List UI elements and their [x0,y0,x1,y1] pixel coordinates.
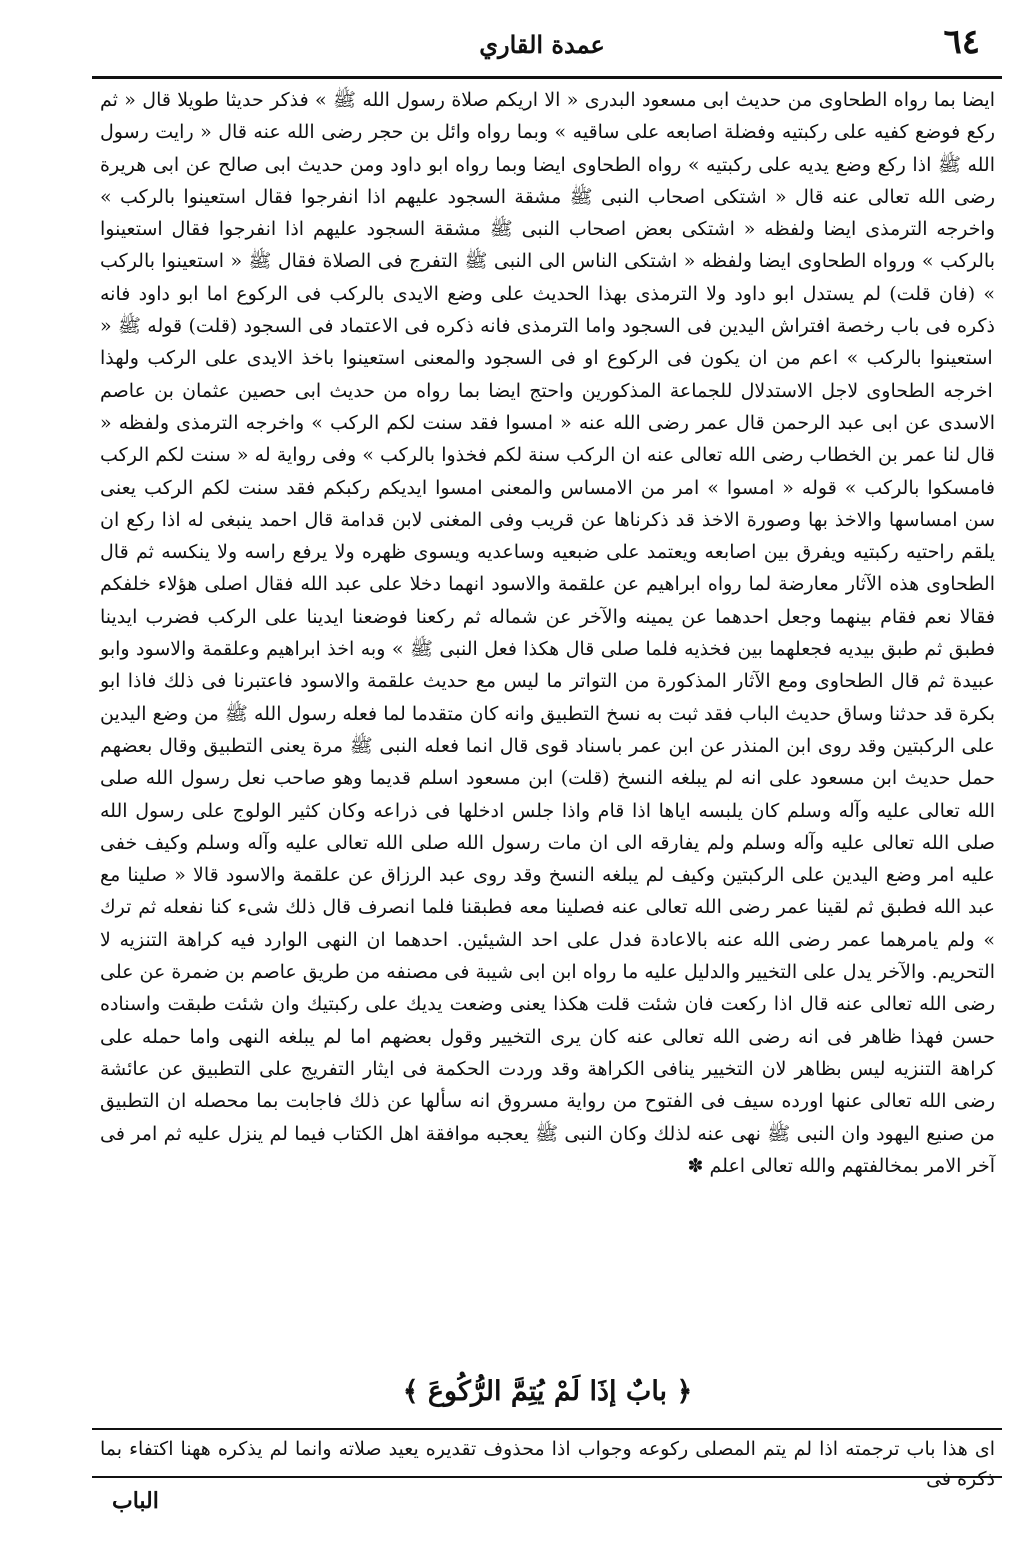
text-line: اخرجه الطحاوى لاجل الاستدلال للجماعة المذكورين واحتج ايضا بما رواه من حديث ابى حصين عثمان بن عاصم [100,379,993,402]
text-line: « استعينوا بالركب » (فان قلت) لم يستدل ابو داود ولا الترمذى بهذا الحديث على وضع الايدى بالركب فى الركوع اما [100,250,995,305]
text-line: ابن مسعود على انه لم يبلغه النسخ (قلت) ابن مسعود اسلم قديما وهو صاحب نعل رسول الله صلى الله تعالى عليه وآله وسلم [100,767,996,822]
page-header [82,22,1002,72]
text-line: كان يلبسه اياها اذا قام واذا جلس ادخلها فى ذراعه وكان كثير الولوج على رسول الله صلى الله تعالى عليه وآله وسلم [100,799,996,854]
text-line: بالركب » واخرجه الترمذى ايضا ولفظه « اشتكى بعض اصحاب النبى ﷺ مشقة السجود عليهم اذا انفرجوا فقال [100,185,995,241]
text-line: لنا عمر بن الخطاب رضى الله تعالى عنه ان الركب سنة لكم فخذوا بالركب » وفى رواية له « سنت لكم الركب فامسكوا بالركب » [100,444,995,499]
text-line: ابو داود فانه ذكره فى باب رخصة افتراش اليدين فى السجود واما الترمذى فانه ذكره فى الاعتماد فى السجود (قلت) قوله [100,282,995,338]
commentary-bottom-rule [92,1476,1002,1478]
main-text [100,84,995,1182]
text-line: عليه ما رواه ابن ابى شيبة فى مصنفه من طريق عاصم بن ضمرة عن على رضى الله تعالى عنه قال اذا ركعت فان شئت قلت [100,961,995,1016]
text-line: ومع الآثار المذكورة من التواتر ما ليس مع حديث علقمة والاسود فاعتبرنا فى ذلك فاذا ابو بكرة قد حدثنا وساق [100,670,995,725]
catchword: الباب [112,1488,159,1514]
text-line: قال « ثم ركع فوضع كفيه على ركبتيه وفضلة اصابعه على ساقيه » وبما رواه وائل بن حجر رضى الله عنه قال « رايت [100,89,995,144]
text-line: لما رواه ابراهيم عن علقمة والاسود انهما دخلا على عبد الله فقال اصلى هؤلاء خلفكم فقالا نعم فقام بينهما وجعل [100,573,995,628]
text-line: فيما لم ينزل عليه ثم امر فى آخر الامر بمخالفتهم والله تعالى اعلم ✽ [100,1122,995,1177]
text-line: ايضا بما رواه الطحاوى من حديث ابى مسعود البدرى « الا اريكم صلاة رسول الله ﷺ » فذكر حديثا طويلا [170,89,995,111]
text-line: التخيير وقول بعضهم اما لم يبلغه النهى واما حمله على كراهة التنزيه ليس بظاهر لان التخيير ينافى الكراهة وقد وردت الحكمة [100,1025,996,1080]
text-line: وصورة الاخذ قد ذكرناها عن قريب وفى المغنى لابن قدامة قال احمد ينبغى له اذا ركع ان يلقم راحتيه ركبتيه ويفرق بين [100,508,995,564]
text-line: ﷺ « استعينوا بالركب » اعم من ان يكون فى الركوع او فى السجود والمعنى استعينوا باخذ الايدى على الركب ولهذا [100,315,993,370]
commentary-top-rule [92,1428,1002,1430]
chapter-heading: ﴿ بابٌ إذَا لَمْ يُتِمَّ الرُّكُوعَ ﴾ [402,1376,693,1407]
page-number: ٦٤ [943,22,980,62]
main-paragraph [100,84,995,1182]
text-line: قوله « امسوا » امر من الامساس والمعنى امسوا ايديكم ركبكم فقد سنت لكم الركب يعنى سن امساسها والاخذ بها [100,476,995,531]
text-line: ابى هريرة رضى الله تعالى عنه قال « اشتكى اصحاب النبى ﷺ مشقة السجود عليهم اذا انفرجوا فقال استعينوا [100,153,995,208]
text-line: فاجابت بما محصله ان التطبيق من صنيع اليهود وان النبى ﷺ نهى عنه لذلك وكان النبى ﷺ يعجبه موافقة اهل الكتاب [100,1090,995,1145]
text-line: رسول الله ﷺ اذا ركع وضع يديه على ركبتيه » رواه الطحاوى ايضا وبما رواه ابو داود ومن حديث ابى صالح عن [100,121,996,176]
text-line: فخذيه فلما صلى قال هكذا فعل النبى ﷺ » وبه اخذ ابراهيم وعلقمة والاسود وابو عبيدة ثم قال الطحاوى [100,638,995,693]
commentary-text: اى هذا باب ترجمته اذا لم يتم المصلى ركوعه وجواب اذا محذوف تقديره يعيد صلاته وانما لم يذكره ههنا اكتفاء بما ذكره فى [100,1438,995,1490]
text-line: وكيف لم يبلغه النسخ وقد روى عبد الرزاق عن علقمة والاسود قالا « صلينا مع عبد الله فطبق ثم لقينا عمر [100,864,996,919]
text-line: الاسدى عن ابى عبد الرحمن قال عمر رضى الله عنه « امسوا فقد سنت لكم الركب » واخرجه الترمذى ولفظه « قال [100,411,995,467]
text-line: استعينوا بالركب » ورواه الطحاوى ايضا ولفظه « اشتكى الناس الى النبى ﷺ التفرج فى الصلاة فقال ﷺ [100,218,995,273]
text-line: بالاعادة فدل على احد الشيئين. احدهما ان النهى الوارد فيه كراهة التنزيه لا التحريم. والآخر يدل على التخيير والدليل [100,928,995,984]
running-title: عمدة القاري [479,30,605,59]
text-line: اصابعه ويعتمد على ضبعيه وساعديه ويسوى ظهره ولا يرفع راسه ولا ينكسه ثم قال الطحاوى هذه الآثار معارضة [100,541,996,596]
text-line: حديث الباب فقد ثبت به نسخ التطبيق وانه كان متقدما لما فعله رسول الله ﷺ من وضع اليدين على الركبتين وقد [100,702,995,757]
text-line: رضى الله تعالى عنه فصلينا معه فطبقنا فلما انصرف قال ذلك شىء كنا نفعله ثم ترك » ولم يامرهما عمر رضى الله عنه [100,896,995,951]
text-line: احدهما عن يمينه والآخر عن شماله ثم ركعنا فوضعنا ايدينا على الركب فضرب ايدينا فطبق ثم طبق بيديه فجعلهما بين [100,605,995,661]
text-line: روى ابن المنذر عن ابن عمر باسناد قوى قال انما فعله النبى ﷺ مرة يعنى التطبيق وقال بعضهم حمل حديث [100,734,995,790]
text-line: هكذا يعنى وضعت يديك على ركبتيك وان شئت طبقت واسناده حسن فهذا ظاهر فى انه رضى الله تعالى عنه كان يرى [100,993,995,1048]
text-line: ولم يفارقه الى ان مات رسول الله صلى الله تعالى عليه وآله وسلم وكيف خفى عليه امر وضع اليدين على الركبتين [100,831,995,887]
text-line: فى ايثار التفريج على التطبيق عن عائشة رضى الله تعالى عنها اورده سيف فى الفتوح من رواية مسروق انه سألها عن ذلك [100,1057,995,1113]
header-rule [92,76,1002,79]
